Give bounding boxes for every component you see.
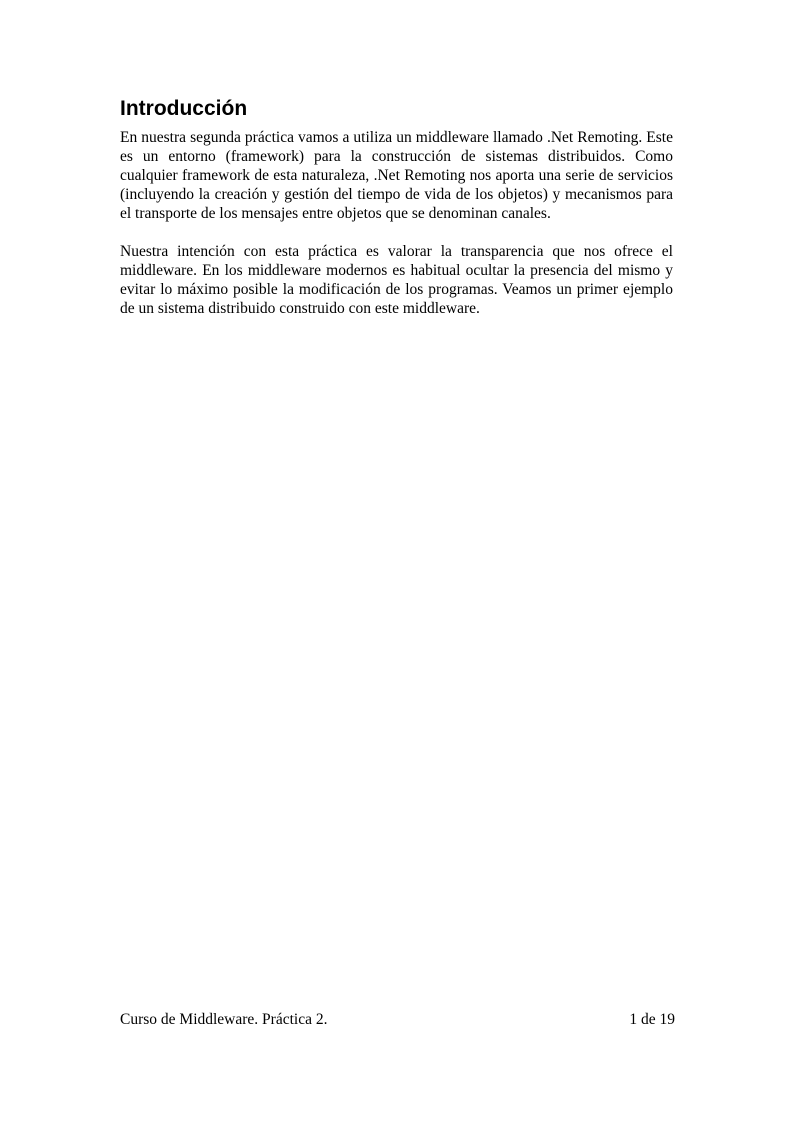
section-heading: Introducción	[120, 97, 248, 120]
paragraph-intention: Nuestra intención con esta práctica es valorar la transparencia que nos ofrece el middleware. En los middleware modernos es habitual ocultar la presencia del mismo y evitar lo máximo posible la modificación de los programas. Veamos un primer ejemplo de un sistema distribuido construido con este middleware.	[120, 243, 673, 317]
footer-course-title: Curso de Middleware. Práctica 2.	[120, 1011, 328, 1028]
footer-page-number: 1 de 19	[629, 1011, 675, 1028]
page-footer	[120, 1010, 675, 1029]
page-content	[120, 96, 673, 337]
paragraph-intro: En nuestra segunda práctica vamos a utiliza un middleware llamado .Net Remoting. Este es un entorno (framework) para la construcción de sistemas distribuidos. Como cualquier framework de esta naturaleza, .Net Remoting nos aporta una serie de servicios (incluyendo la creación y gestión del tiempo de vida de los objetos) y mecanismos para el transporte de los mensajes entre objetos que se denominan canales.	[120, 129, 673, 222]
